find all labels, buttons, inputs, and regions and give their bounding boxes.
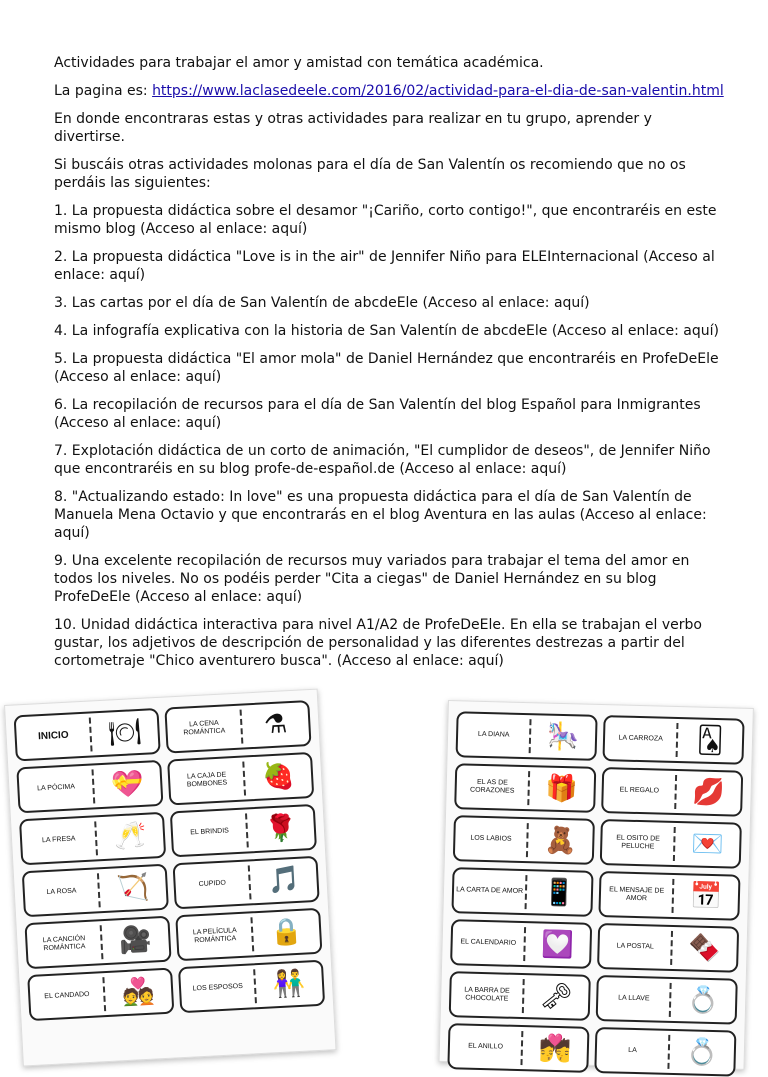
- domino-card-label: LA FRESA: [41, 835, 76, 845]
- domino-card-label: LA CANCIÓN ROMÁNTICA: [42, 935, 86, 953]
- page-link[interactable]: https://www.laclasedeele.com/2016/02/actividad-para-el-dia-de-san-valentin.html: [152, 83, 724, 99]
- find-paragraph: En donde encontraras estas y otras actividades para realizar en tu grupo, aprender y divertirse.: [54, 111, 652, 145]
- domino-card-label: EL ANILLO: [468, 1042, 504, 1051]
- camera-icon: 🎥: [118, 924, 153, 957]
- domino-card: [596, 975, 738, 1025]
- domino-card-label: LOS LABIOS: [470, 834, 512, 843]
- key-icon: 🗝: [539, 981, 574, 1013]
- domino-cards-right: [447, 711, 744, 1076]
- couple-icon: 💑: [121, 976, 156, 1009]
- domino-card: [456, 711, 598, 761]
- rose-icon: 🌹: [264, 812, 298, 845]
- strawberry-icon: 🍓: [261, 760, 296, 793]
- calendar-icon: 📅: [689, 881, 723, 913]
- domino-sheet-left: [4, 689, 337, 1067]
- recommend-paragraph: Si buscáis otras actividades molonas para el día de San Valentín os recomiendo que no os perdáis las siguientes:: [54, 157, 686, 191]
- list-item: 1. La propuesta didáctica sobre el desamor "¡Cariño, corto contigo!", que encontraréis en este mismo blog (Acceso al enlace: aquí): [54, 203, 717, 237]
- domino-card-label: LA CENA ROMÁNTICA: [183, 719, 226, 737]
- domino-cards-left: [14, 700, 326, 1021]
- gift-icon: 🎁: [545, 773, 579, 805]
- link-prefix: La pagina es:: [54, 83, 153, 99]
- domino-card-label: LA ROSA: [46, 887, 77, 897]
- domino-card-label: EL CALENDARIO: [460, 938, 517, 947]
- domino-card: [594, 1027, 736, 1077]
- potion-icon: ⚗: [263, 709, 288, 741]
- card-icon: 🂡: [696, 725, 724, 757]
- toast-icon: 🥂: [113, 820, 148, 853]
- domino-sheet-right: [439, 700, 754, 1070]
- domino-card-label: LA CAJA DE BOMBONES: [186, 771, 228, 789]
- domino-card: [597, 923, 739, 973]
- list-item: 10. Unidad didáctica interactiva para nivel A1/A2 de ProfeDeEle. En ella se trabajan el verbo gustar, los adjetivos de descripción de personalidad y las diferentes destrezas a partir del cortometraje "Chico aventurero busca". (Acceso al enlace: aquí): [54, 617, 702, 669]
- list-item: 4. La infografía explicativa con la historia de San Valentín de abcdeEle (Acceso al enlace: aquí): [54, 323, 719, 339]
- domino-card: [451, 867, 593, 917]
- domino-card-label: INICIO: [37, 729, 69, 743]
- domino-card: [27, 968, 174, 1022]
- list-item: 9. Una excelente recopilación de recursos muy variados para trabajar el tema del amor en todos los niveles. No os podéis perder "Cita a ciegas" de Daniel Hernández en su blog ProfeDeEle (Acceso al enlace: aquí): [54, 553, 690, 605]
- domino-card: [14, 708, 161, 762]
- gramophone-icon: 🎵: [266, 864, 301, 897]
- domino-card: [173, 856, 320, 910]
- domino-card-label: EL AS DE CORAZONES: [469, 778, 515, 795]
- domino-card-label: LA PELÍCULA ROMÁNTICA: [192, 927, 237, 945]
- domino-card-label: LA BARRA DE CHOCOLATE: [464, 986, 510, 1003]
- love-letter-icon: 💌: [690, 829, 724, 861]
- domino-card: [164, 700, 311, 754]
- ring-box-icon: 💍: [686, 985, 720, 1017]
- link-paragraph: [54, 82, 724, 100]
- domino-card-label: LA: [628, 1046, 637, 1055]
- domino-card: [175, 908, 322, 962]
- list-item: 8. "Actualizando estado: In love" es una propuesta didáctica para el día de San Valentín de Manuela Mena Octavio y que encontrarás en el blog Aventura en las aulas (Acceso al enlace: aquí): [54, 489, 707, 541]
- couple-icon: 👫: [272, 968, 307, 1001]
- domino-card: [447, 1023, 589, 1073]
- domino-card: [170, 804, 317, 858]
- domino-card: [453, 815, 595, 865]
- domino-card: [450, 919, 592, 969]
- domino-card-label: EL CANDADO: [44, 990, 90, 1001]
- domino-card: [602, 715, 744, 765]
- list-item: 2. La propuesta didáctica "Love is in the air" de Jennifer Niño para ELEInternacional (Acceso al enlace: aquí): [54, 249, 715, 283]
- domino-card-label: CUPIDO: [198, 879, 227, 889]
- domino-card-label: EL REGALO: [619, 786, 660, 795]
- chocolate-bar-icon: 🍫: [688, 933, 722, 965]
- domino-card: [178, 960, 325, 1014]
- domino-card: [598, 871, 740, 921]
- domino-card: [454, 763, 596, 813]
- domino-card-label: EL MENSAJE DE AMOR: [609, 886, 665, 903]
- domino-card: [16, 760, 163, 814]
- chocolate-box-icon: 💝: [110, 768, 145, 801]
- list-item: 6. La recopilación de recursos para el día de San Valentín del blog Español para Inmigrantes (Acceso al enlace: aquí): [54, 397, 701, 431]
- domino-card-label: EL BRINDIS: [190, 827, 230, 837]
- domino-card-label: LA DIANA: [477, 730, 510, 739]
- domino-card-label: EL OSITO DE PELUCHE: [616, 834, 660, 851]
- domino-card-label: LA PÓCIMA: [37, 783, 76, 793]
- phone-message-icon: 📱: [542, 877, 576, 909]
- domino-card: [19, 812, 166, 866]
- list-item: 7. Explotación didáctica de un corto de animación, "El cumplidor de deseos", de Jennifer Niño que encontraréis en su blog profe-de-español.de (Acceso al enlace: aquí): [54, 443, 711, 477]
- domino-card-label: LOS ESPOSOS: [192, 982, 243, 993]
- postcard-icon: 💟: [541, 929, 575, 961]
- domino-card: [449, 971, 591, 1021]
- intro-paragraph: Actividades para trabajar el amor y amistad con temática académica.: [54, 55, 544, 71]
- list-item: 3. Las cartas por el día de San Valentín de abcdeEle (Acceso al enlace: aquí): [54, 295, 590, 311]
- domino-card: [167, 752, 314, 806]
- domino-card-label: LA CARTA DE AMOR: [456, 886, 524, 896]
- lips-icon: 💋: [692, 777, 726, 809]
- ring-icon: 💍: [685, 1037, 719, 1069]
- domino-card: [24, 916, 171, 970]
- document-body: [54, 54, 724, 680]
- domino-card-label: LA CARROZA: [618, 734, 663, 743]
- table-icon: 🍽: [107, 716, 143, 749]
- carriage-icon: 🎠: [546, 721, 580, 753]
- couple-icon: 💏: [538, 1033, 572, 1065]
- padlock-icon: 🔒: [269, 916, 304, 949]
- domino-card-label: LA LLAVE: [618, 994, 650, 1003]
- domino-card: [601, 767, 743, 817]
- cupid-icon: 🏹: [115, 872, 150, 905]
- teddy-bear-icon: 🧸: [543, 825, 578, 857]
- list-item: 5. La propuesta didáctica "El amor mola" de Daniel Hernández que encontraréis en ProfeDeEle (Acceso al enlace: aquí): [54, 351, 719, 385]
- domino-card: [600, 819, 742, 869]
- domino-card-label: LA POSTAL: [616, 942, 654, 951]
- domino-card: [22, 864, 169, 918]
